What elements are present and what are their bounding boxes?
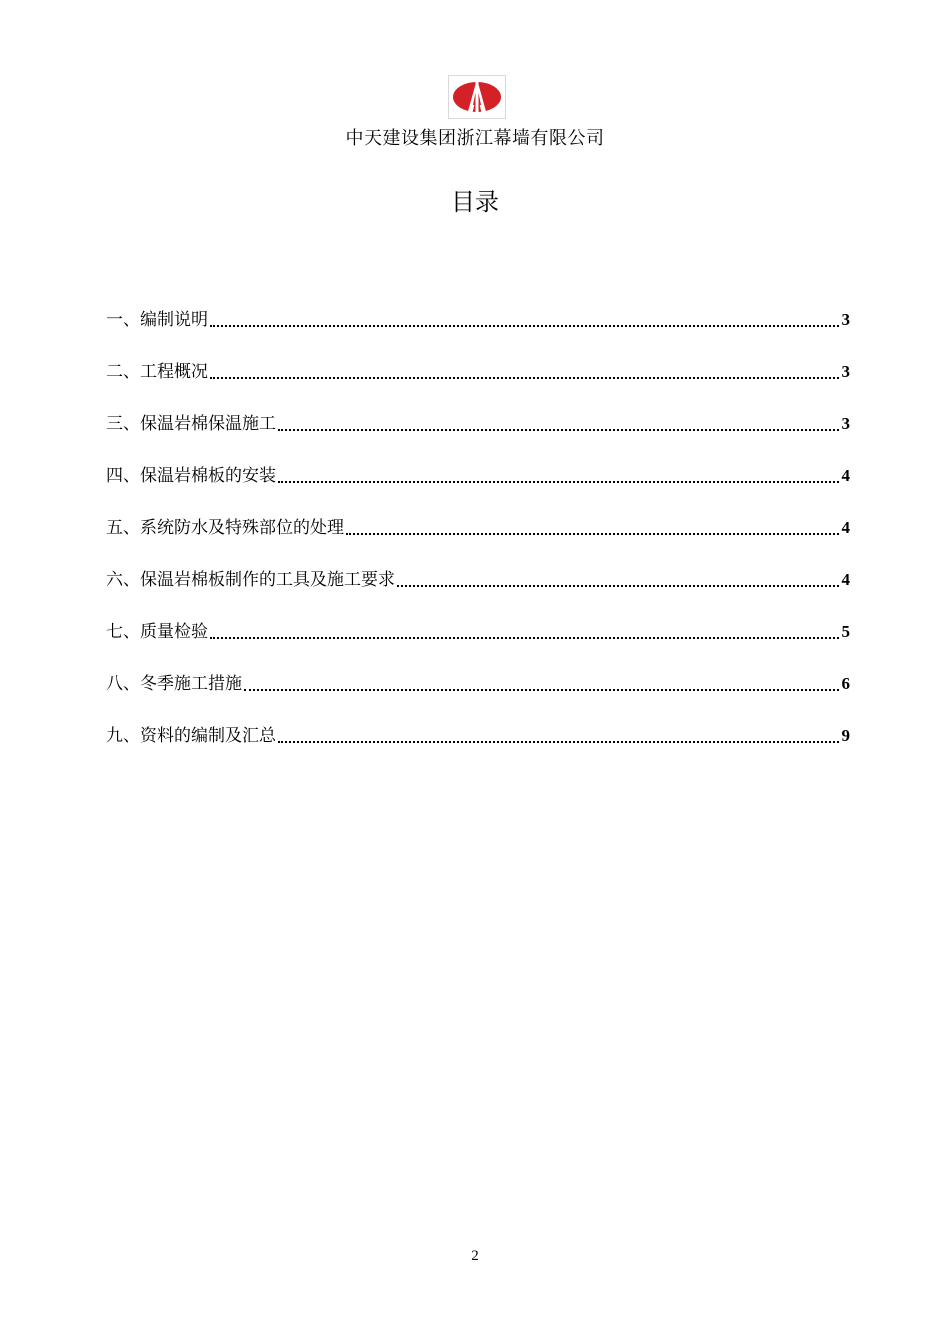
toc-title: 目录 (451, 188, 499, 216)
toc-dot-leader (210, 325, 839, 327)
toc-entry-page: 3 (841, 310, 850, 329)
company-name: 中天建设集团浙江幕墙有限公司 (345, 128, 605, 149)
page-number: 2 (471, 1248, 479, 1264)
toc-entry[interactable] (106, 646, 850, 698)
table-of-contents (106, 306, 850, 750)
toc-entry-page: 6 (841, 674, 850, 693)
toc-entry-label: 一、编制说明 (106, 310, 208, 330)
toc-entry[interactable] (106, 594, 850, 646)
toc-entry-label: 八、冬季施工措施 (106, 674, 242, 694)
toc-dot-leader (278, 429, 839, 431)
toc-entry-label: 二、工程概况 (106, 362, 208, 382)
toc-entry-page: 4 (841, 466, 850, 485)
toc-entry-label: 三、保温岩棉保温施工 (106, 414, 276, 434)
toc-entry-label: 五、系统防水及特殊部位的处理 (106, 518, 344, 538)
toc-dot-leader (346, 533, 839, 535)
toc-entry-label: 九、资料的编制及汇总 (106, 726, 276, 746)
toc-dot-leader (397, 585, 839, 587)
toc-entry[interactable] (106, 698, 850, 750)
toc-entry[interactable] (106, 334, 850, 386)
company-logo (448, 75, 506, 119)
toc-entry[interactable] (106, 438, 850, 490)
toc-entry-page: 4 (841, 518, 850, 537)
toc-entry[interactable] (106, 386, 850, 438)
toc-entry-page: 3 (841, 414, 850, 433)
toc-dot-leader (278, 481, 839, 483)
toc-entry[interactable] (106, 542, 850, 594)
toc-dot-leader (210, 637, 839, 639)
toc-entry[interactable] (106, 306, 850, 334)
toc-entry-page: 3 (841, 362, 850, 381)
toc-entry-label: 六、保温岩棉板制作的工具及施工要求 (106, 570, 395, 590)
toc-entry-label: 七、质量检验 (106, 622, 208, 642)
toc-entry[interactable] (106, 490, 850, 542)
toc-entry-page: 4 (841, 570, 850, 589)
toc-entry-label: 四、保温岩棉板的安装 (106, 466, 276, 486)
toc-entry-page: 5 (841, 622, 850, 641)
logo-mark-icon (448, 75, 506, 119)
toc-dot-leader (210, 377, 839, 379)
toc-entry-page: 9 (841, 726, 850, 745)
toc-dot-leader (278, 741, 839, 743)
toc-dot-leader (244, 689, 839, 691)
